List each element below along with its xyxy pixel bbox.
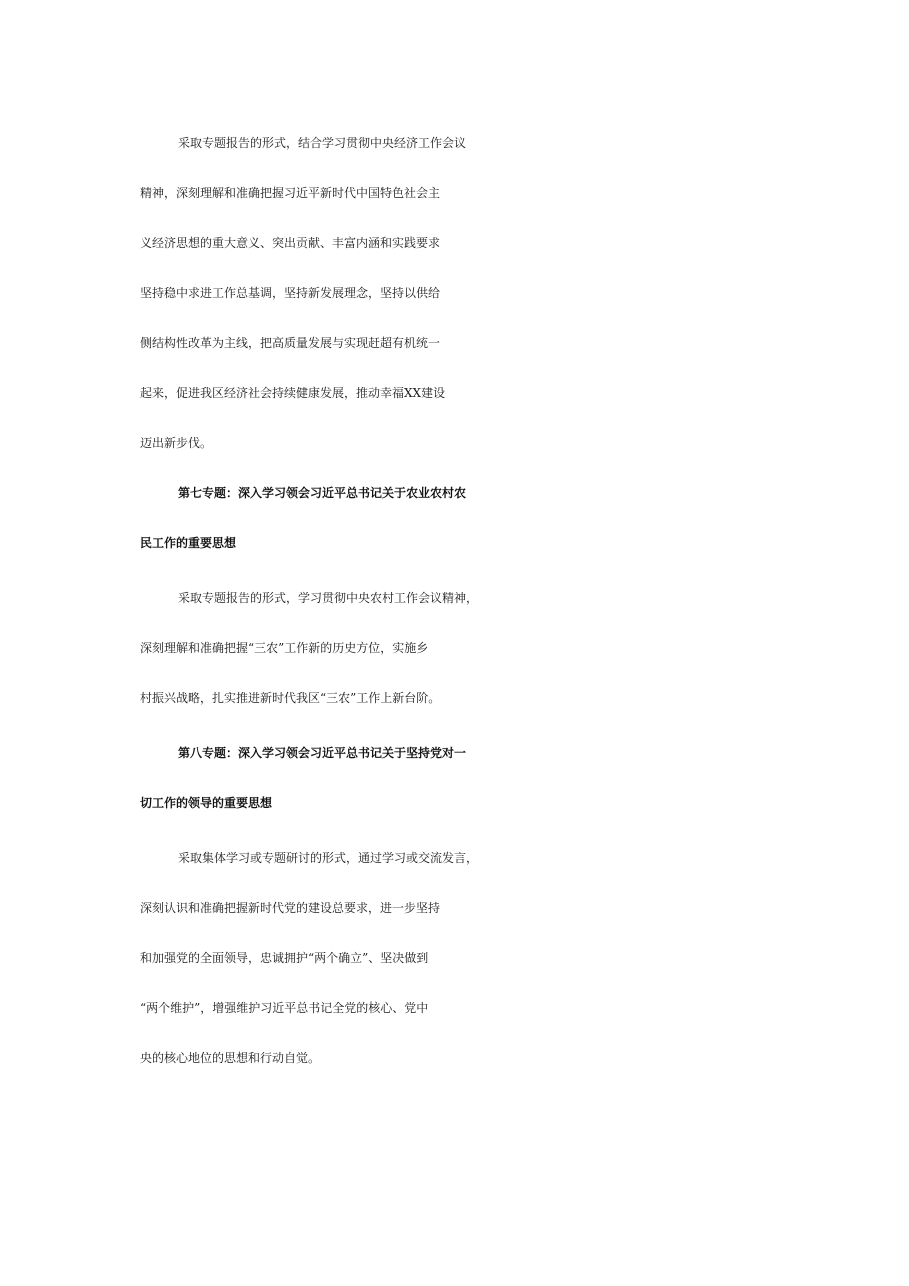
section-8-heading-line-1: 第八专题：深入学习领会习近平总书记关于坚持党对一	[178, 746, 467, 760]
paragraph-2-line-3: 村振兴战略，扎实推进新时代我区“三农”工作上新台阶。	[140, 691, 441, 705]
section-8-heading-line-2: 切工作的领导的重要思想	[140, 796, 273, 810]
paragraph-2-line-1: 采取专题报告的形式，学习贯彻中央农村工作会议精神，	[178, 591, 479, 605]
paragraph-3-line-3: 和加强党的全面领导，忠诚拥护“两个确立”、坚决做到	[140, 951, 429, 965]
paragraph-3-line-1: 采取集体学习或专题研讨的形式，通过学习或交流发言，	[178, 851, 479, 865]
paragraph-3-line-5: 央的核心地位的思想和行动自觉。	[140, 1051, 321, 1065]
paragraph-3-line-4: “两个维护”，增强维护习近平总书记全党的核心、党中	[140, 1001, 429, 1015]
paragraph-1-line-5: 侧结构性改革为主线，把高质量发展与实现赶超有机统一	[140, 336, 441, 350]
paragraph-1-line-6: 起来，促进我区经济社会持续健康发展，推动幸福XX建设	[140, 386, 446, 400]
section-7-heading-line-1: 第七专题：深入学习领会习近平总书记关于农业农村农	[178, 486, 467, 500]
paragraph-1-line-3: 义经济思想的重大意义、突出贡献、丰富内涵和实践要求	[140, 236, 441, 250]
section-7-heading-line-2: 民工作的重要思想	[140, 536, 237, 550]
paragraph-1-line-2: 精神，深刻理解和准确把握习近平新时代中国特色社会主	[140, 186, 441, 200]
paragraph-2-line-2: 深刻理解和准确把握“三农”工作新的历史方位，实施乡	[140, 641, 429, 655]
paragraph-1-line-7: 迈出新步伐。	[140, 436, 213, 450]
paragraph-1-line-1: 采取专题报告的形式，结合学习贯彻中央经济工作会议	[178, 136, 467, 150]
paragraph-3-line-2: 深刻认识和准确把握新时代党的建设总要求，进一步坚持	[140, 901, 441, 915]
paragraph-1-line-4: 坚持稳中求进工作总基调，坚持新发展理念，坚持以供给	[140, 286, 441, 300]
